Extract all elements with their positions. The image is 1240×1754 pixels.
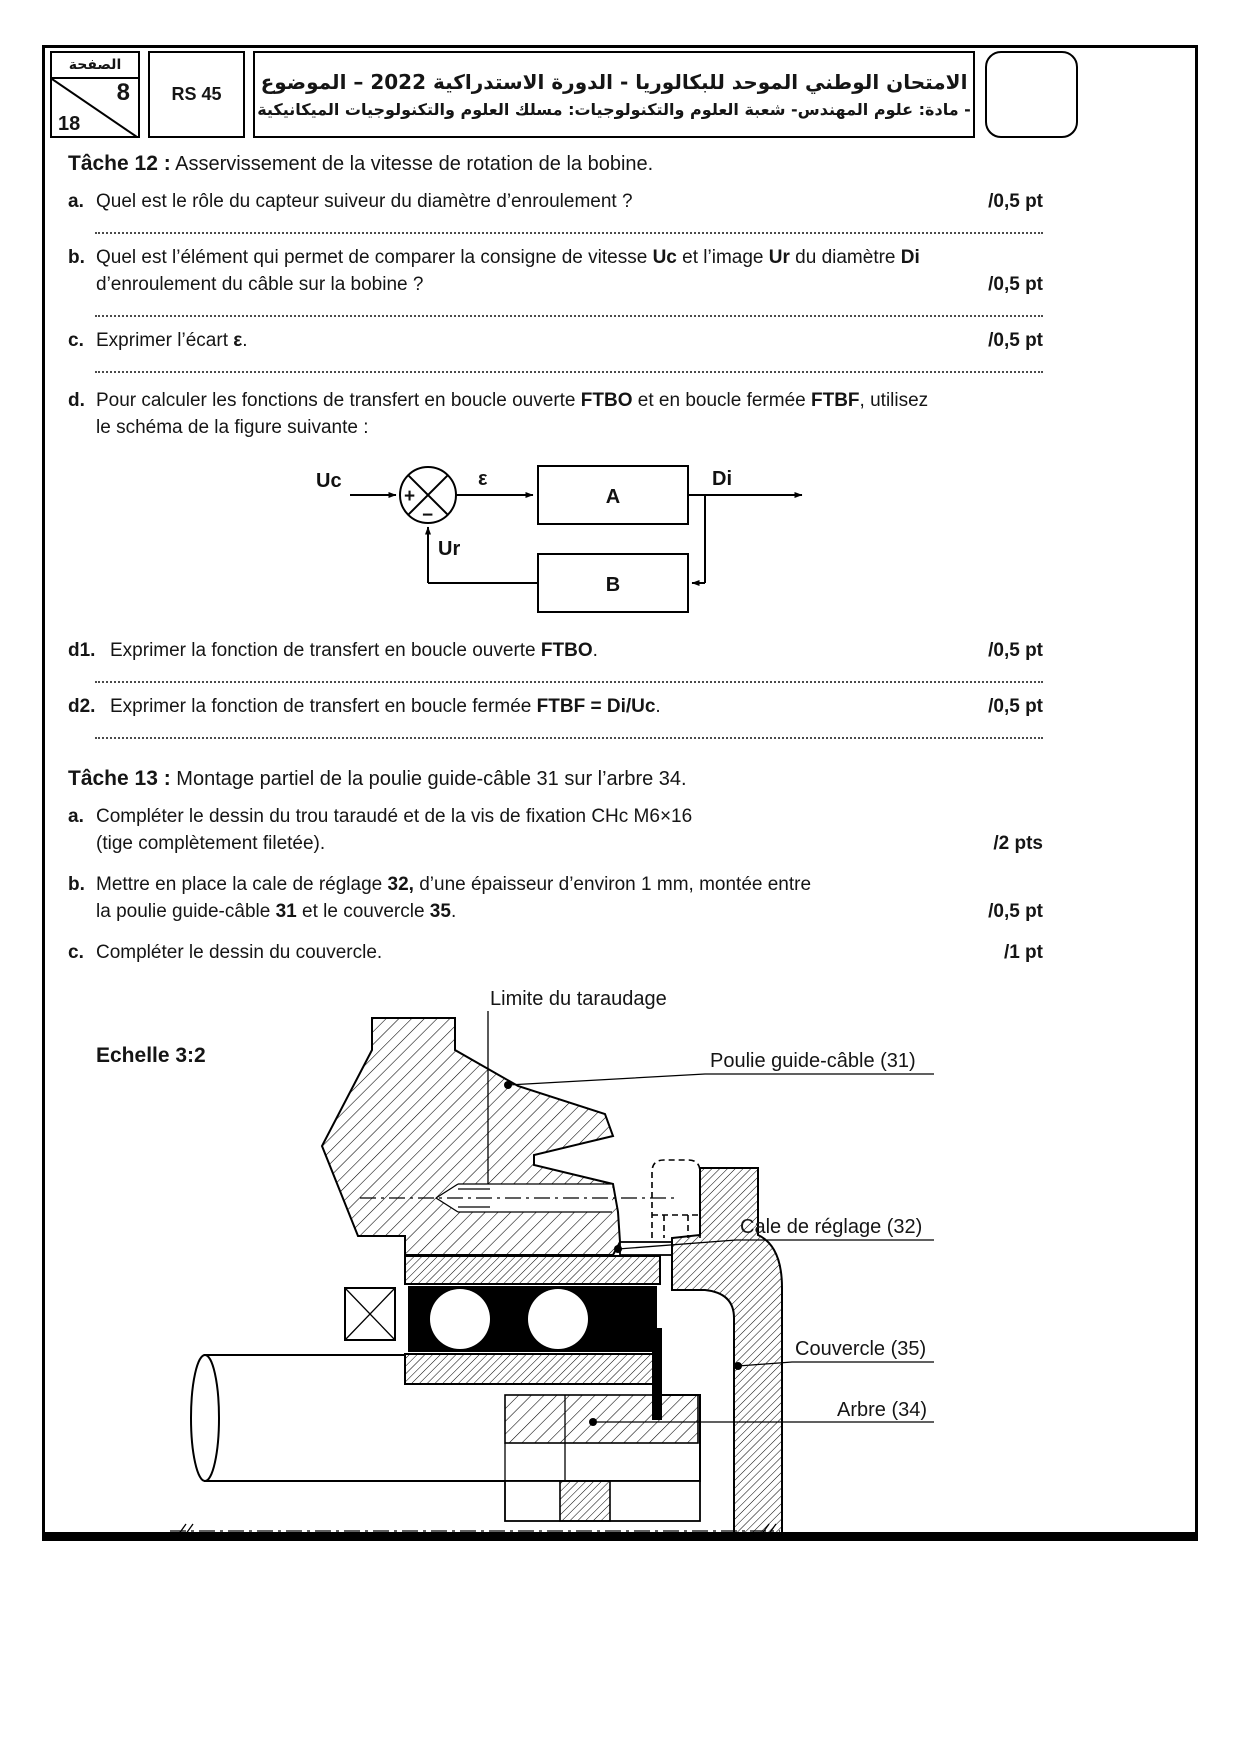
page-current: 8 (116, 79, 130, 106)
task13-title (68, 765, 1043, 793)
screw-hole-hidden (652, 1160, 700, 1238)
spacer-ring (345, 1288, 395, 1340)
scale-label: Echelle 3:2 (96, 1044, 206, 1067)
question-label: d. (68, 390, 85, 411)
cover-lower-wall (560, 1481, 610, 1521)
question-label: d1. (68, 640, 96, 661)
question-text: la poulie guide-câble 31 et le couvercle 35. (96, 901, 457, 922)
question-label: c. (68, 330, 84, 351)
points-value: /0,5 pt (988, 191, 1043, 212)
pulley-section (322, 1018, 620, 1255)
bearing-ball (528, 1289, 588, 1349)
page-total: 18 (58, 113, 81, 135)
question-text: d’enroulement du câble sur la bobine ? (96, 274, 424, 295)
task13-title-label: Tâche 13 : (68, 767, 171, 790)
question-label: b. (68, 247, 85, 268)
arbre-label: Arbre (34) (837, 1399, 928, 1421)
ur-label: Ur (438, 538, 461, 560)
question-text: Pour calculer les fonctions de transfert en boucle ouverte FTBO et en boucle fermée FTBF, utilisez (96, 390, 929, 411)
limite-du-taraudage-label: Limite du taraudage (490, 988, 667, 1010)
page-number-diagonal (52, 79, 138, 137)
leader-line-poulie (508, 1074, 934, 1085)
shaft-axis-centerline (170, 1524, 780, 1536)
task12-title-text: Asservissement de la vitesse de rotation de la bobine. (175, 153, 654, 175)
shaft-end-face (191, 1355, 219, 1481)
technical-drawing (60, 988, 1180, 1536)
exam-title-box (253, 51, 975, 138)
question-text: Exprimer l’écart ε. (96, 330, 248, 351)
question-12d (68, 387, 1043, 441)
question-12d1 (68, 637, 1043, 664)
page-number-box (50, 51, 140, 138)
points-value: /0,5 pt (988, 696, 1043, 717)
di-label: Di (712, 468, 732, 490)
question-text: Quel est le rôle du capteur suiveur du diamètre d’enroulement ? (96, 191, 633, 212)
content-column (68, 150, 1043, 966)
question-12c (68, 327, 1043, 354)
bearing-ball (430, 1289, 490, 1349)
answer-line (95, 370, 1043, 373)
task13-title-text: Montage partiel de la poulie guide-câble 31 sur l’arbre 34. (176, 768, 687, 790)
points-value: /0,5 pt (988, 330, 1043, 351)
header-empty-box (985, 51, 1078, 138)
answer-line (95, 314, 1043, 317)
exam-reference-box: RS 45 (148, 51, 245, 138)
exam-title-line1: الامتحان الوطني الموحد للبكالوريا - الدورة الاستدراكية 2022 – الموضوع (260, 69, 968, 94)
question-text: Compléter le dessin du couvercle. (96, 942, 383, 963)
poulie-label: Poulie guide-câble (31) (710, 1050, 916, 1072)
question-text: Exprimer la fonction de transfert en boucle fermée FTBF = Di/Uc. (110, 696, 661, 717)
answer-line (95, 680, 1043, 683)
shaft-section-band (505, 1395, 698, 1443)
question-text: Compléter le dessin du trou taraudé et de la vis de fixation CHc M6×16 (96, 806, 693, 827)
points-value: /0,5 pt (988, 901, 1043, 922)
question-text: Exprimer la fonction de transfert en boucle ouverte FTBO. (110, 640, 598, 661)
exam-title-line2: - مادة: علوم المهندس- شعبة العلوم والتكنولوجيات: مسلك العلوم والتكنولوجيات الميكانيكية (257, 99, 971, 119)
plus-sign: + (404, 486, 416, 507)
answer-line (95, 231, 1043, 234)
question-13a (68, 803, 1043, 857)
question-label: a. (68, 191, 84, 212)
question-text: Mettre en place la cale de réglage 32, d’une épaisseur d’environ 1 mm, montée entre (96, 874, 812, 895)
answer-line (95, 736, 1043, 739)
block-b-label: B (605, 574, 621, 596)
control-loop-diagram (300, 455, 820, 627)
block-a-label: A (605, 486, 621, 508)
points-value: /1 pt (1003, 942, 1043, 963)
question-text: (tige complètement filetée). (96, 833, 326, 854)
question-label: d2. (68, 696, 96, 717)
question-12b (68, 244, 1043, 298)
task12-title (68, 150, 1043, 178)
ball-bearing (405, 1256, 660, 1384)
couvercle-label: Couvercle (35) (795, 1338, 927, 1360)
question-label: b. (68, 874, 85, 895)
question-label: c. (68, 942, 84, 963)
question-label: a. (68, 806, 84, 827)
question-12d2 (68, 693, 1043, 720)
page-label: الصفحة (52, 53, 138, 79)
epsilon-label: ε (478, 468, 488, 490)
question-text: Quel est l’élément qui permet de comparer la consigne de vitesse Uc et l’image Ur du diamètre Di (96, 247, 920, 268)
task12-title-label: Tâche 12 : (68, 152, 171, 175)
points-value: /0,5 pt (988, 274, 1043, 295)
cale-label: Cale de réglage (32) (740, 1216, 923, 1238)
points-value: /0,5 pt (988, 640, 1043, 661)
uc-label: Uc (316, 470, 342, 492)
question-text: le schéma de la figure suivante : (96, 417, 369, 438)
question-12a (68, 188, 1043, 215)
points-value: /2 pts (993, 833, 1043, 854)
question-13b (68, 871, 1043, 925)
minus-sign: − (422, 505, 434, 526)
locking-washer (652, 1328, 662, 1420)
question-13c (68, 939, 1043, 966)
